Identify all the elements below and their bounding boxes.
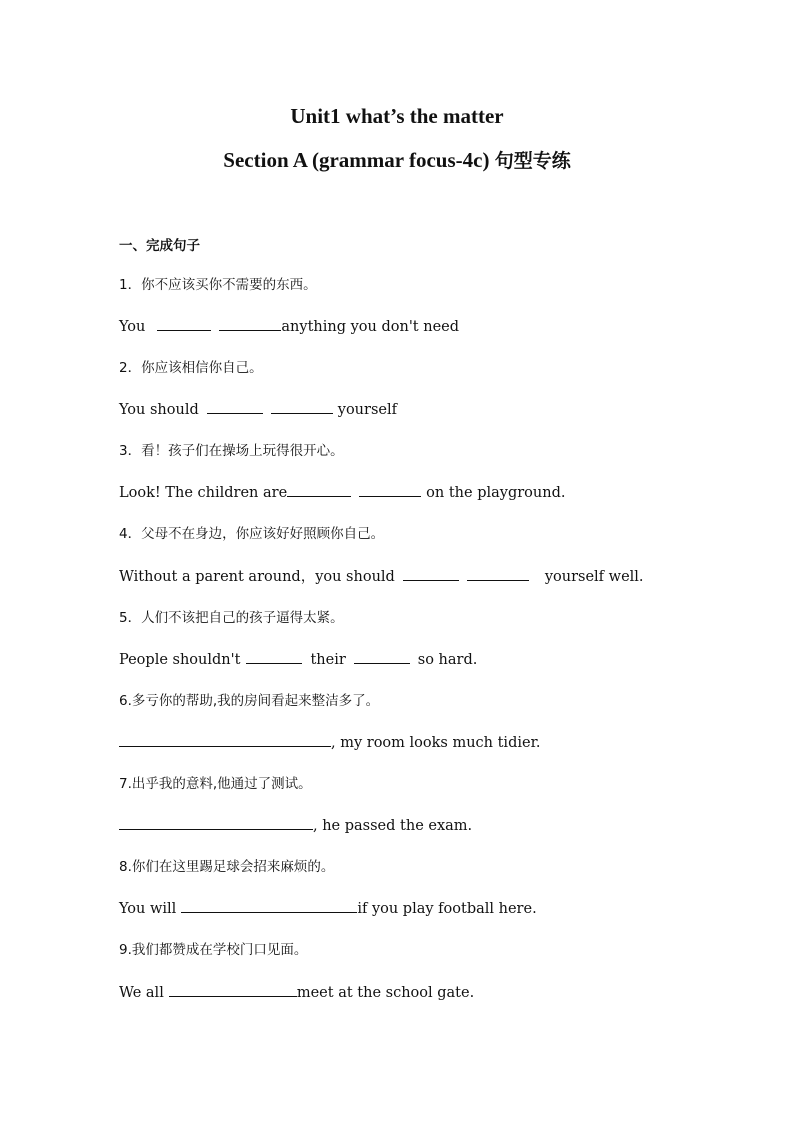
q9-text-2: meet at the school gate. [296,985,475,1001]
q4-text-2: yourself well. [544,569,644,585]
q9-text-1: We all [119,985,164,1001]
question-8-sentence [119,898,537,919]
q1-blank-2[interactable] [219,316,281,331]
question-5-sentence [119,649,477,670]
question-4-prompt: 4．父母不在身边，你应该好好照顾你自己。 [119,526,385,542]
q8-text-2: if you play football here. [357,901,537,917]
question-9-prompt: 9.我们都赞成在学校门口见面。 [119,942,308,958]
q7-blank-1[interactable] [119,815,313,830]
question-7-sentence [119,815,472,836]
q2-text-1: You should [119,402,199,418]
question-8-prompt: 8.你们在这里踢足球会招来麻烦的。 [119,859,335,875]
question-9-sentence [119,982,474,1003]
title-section: Section A (grammar focus-4c) [223,148,490,172]
q8-text-1: You will [119,901,177,917]
question-6-sentence [119,732,541,753]
q9-blank-1[interactable] [169,982,297,997]
title-section-cn: 句型专练 [494,150,571,172]
q3-blank-2[interactable] [359,482,421,497]
q3-text-1: Look! The children are [119,485,288,501]
question-5-prompt: 5．人们不该把自己的孩子逼得太紧。 [119,610,344,626]
question-7-prompt: 7.出乎我的意料,他通过了测试。 [119,776,312,792]
q4-blank-1[interactable] [403,566,459,581]
q7-text-1: , he passed the exam. [313,818,473,834]
section-heading: 一、完成句子 [119,238,200,254]
q1-text-1: You [119,319,146,335]
question-1-sentence [119,316,459,337]
q5-text-3: so hard. [417,652,478,668]
q2-text-2: yourself [337,402,397,418]
q6-blank-1[interactable] [119,732,331,747]
q2-blank-1[interactable] [207,399,263,414]
q1-blank-1[interactable] [157,316,211,331]
question-6-prompt: 6.多亏你的帮助,我的房间看起来整洁多了。 [119,693,380,709]
q6-text-1: , my room looks much tidier. [331,735,541,751]
question-2-prompt: 2．你应该相信你自己。 [119,360,263,376]
question-2-sentence [119,399,397,420]
worksheet-subtitle [0,146,794,173]
q5-blank-2[interactable] [354,649,410,664]
q5-text-1: People shouldn't [119,652,241,668]
question-3-sentence [119,482,565,503]
title-unit: Unit1 what’s the matter [290,104,504,128]
q4-text-1: Without a parent around，you should [119,569,395,585]
q3-text-2: on the playground. [426,485,566,501]
q3-blank-1[interactable] [287,482,351,497]
question-1-prompt: 1．你不应该买你不需要的东西。 [119,277,317,293]
worksheet-title [0,104,794,129]
question-3-prompt: 3．看！孩子们在操场上玩得很开心。 [119,443,344,459]
question-4-sentence [119,566,644,587]
q5-text-2: their [310,652,346,668]
q1-text-2: anything you don't need [281,319,460,335]
q2-blank-2[interactable] [271,399,333,414]
q8-blank-1[interactable] [181,898,357,913]
q5-blank-1[interactable] [246,649,302,664]
q4-blank-2[interactable] [467,566,529,581]
